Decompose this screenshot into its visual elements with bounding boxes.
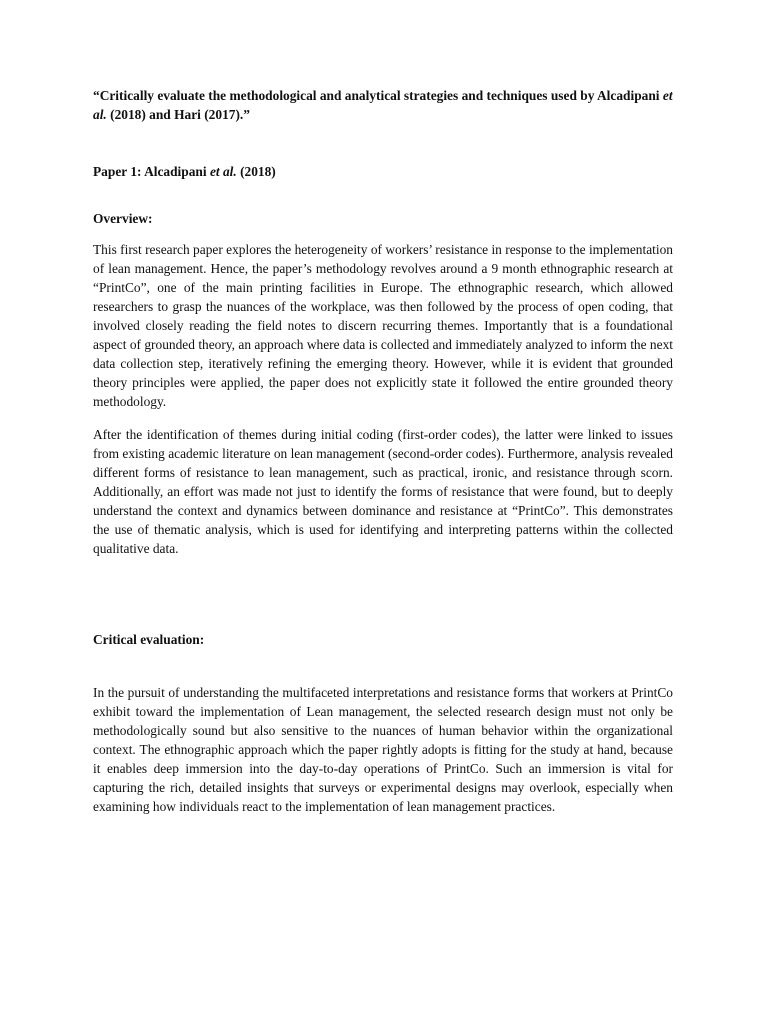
paper-1-heading [93, 162, 673, 181]
document-page [93, 86, 673, 816]
overview-heading: Overview: [93, 211, 153, 226]
essay-question-title [93, 86, 673, 124]
paper-heading-part1: Paper 1: Alcadipani [93, 164, 210, 179]
paper-heading-et-al: et al. [209, 164, 237, 179]
overview-paragraph-1: This first research paper explores the heterogeneity of workers’ resistance in response to the implementation of lean management. Hence, the paper’s methodology revolves around a 9 month ethnographic research at “PrintCo”, one of the main printing facilities in Europe. The ethnographic research, which allowed researchers to grasp the nuances of the workplace, was then followed by the process of open coding, that involved closely reading the field notes to discern recurring themes. Importantly that is a foundational aspect of grounded theory, an approach where data is collected and immediately analyzed to inform the next data collection step, iteratively refining the emerging theory. However, while it is evident that grounded theory principles were applied, the paper does not explicitly state it followed the entire grounded theory methodology. [93, 242, 673, 409]
paper-heading-part2: (2018) [236, 164, 276, 179]
critical-evaluation-heading: Critical evaluation: [93, 632, 205, 647]
overview-paragraph-2: After the identification of themes during initial coding (first-order codes), the latter were linked to issues from existing academic literature on lean management (second-order codes). Furthermore, analysis revealed different forms of resistance to lean management, such as practical, ironic, and resistance through scorn. Additionally, an effort was made not just to identify the forms of resistance that were found, but to deeply understand the context and dynamics between dominance and resistance at “PrintCo”. This demonstrates the use of thematic analysis, which is used for identifying and interpreting patterns within the collected qualitative data. [93, 427, 673, 556]
title-text-part1: “Critically evaluate the methodological and analytical strategies and techniques used by Alcadipani [93, 88, 663, 103]
title-et-al: et al. [93, 88, 673, 122]
critical-evaluation-paragraph-1: In the pursuit of understanding the multifaceted interpretations and resistance forms that workers at PrintCo exhibit toward the implementation of Lean management, the selected research design must not only be methodologically sound but also sensitive to the nuances of human behavior within the organizational context. The ethnographic approach which the paper rightly adopts is fitting for the study at hand, because it enables deep immersion into the day-to-day operations of PrintCo. Such an immersion is vital for capturing the rich, detailed insights that surveys or experimental designs may overlook, especially when examining how individuals react to the implementation of lean management practices. [93, 685, 673, 814]
title-text-part2: (2018) and Hari (2017).” [106, 107, 250, 122]
